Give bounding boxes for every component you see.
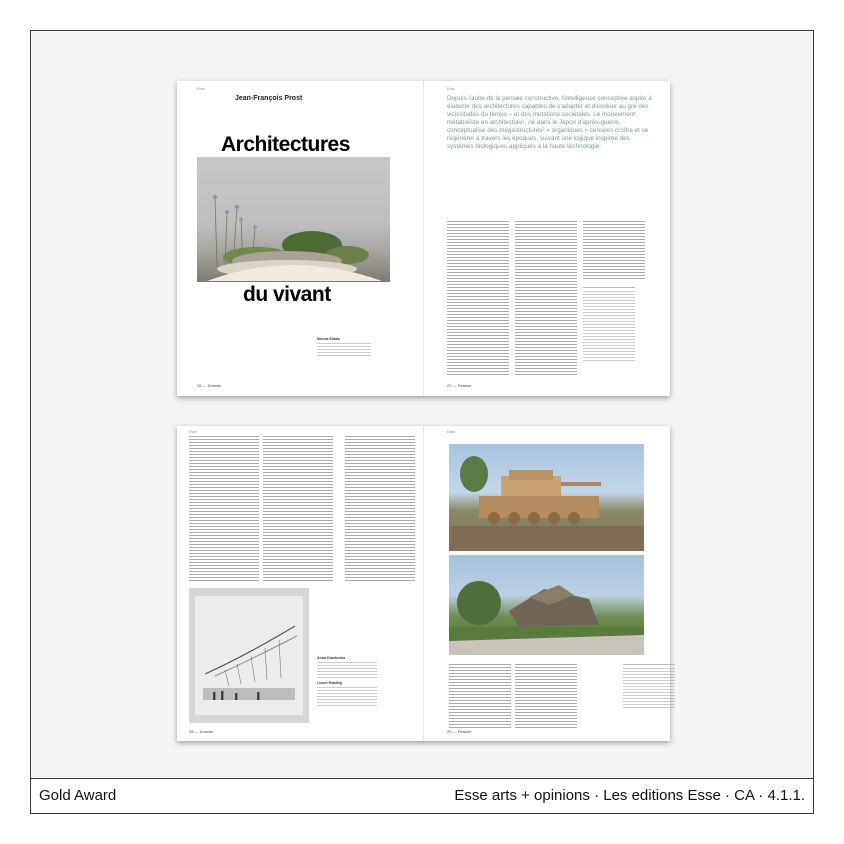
wrecked-tank-photo [449, 555, 644, 655]
magazine-spread-1 [177, 81, 670, 396]
running-head-left: Esse [189, 430, 197, 434]
footnotes [583, 287, 635, 361]
folio-right: 29 — Feature [447, 729, 472, 734]
running-head-left: Esse [197, 87, 205, 91]
body-column-1 [447, 221, 509, 376]
award-board [30, 30, 814, 814]
article-intro: Depuis l'aube de la pensée constructive, l'intelligence conceptive aspire à élaborer des architectures capables de s'adapter et d'évoluer au gré des vicissitudes du temps – et des mutations sociétales. Le mouvement métaboliste en architecture¹, né dans le Japon d'après-guerre, conceptualise des mégastructures² « organiques » censées croître et se régénérer à travers les époques, suivant une logique inspirée des systèmes biologiques appliqués à la haute technologie. [447, 95, 652, 150]
award-caption-bar [31, 778, 813, 813]
article-title-line-1: Architectures [221, 133, 350, 156]
folio-left: 28 — Dossier [189, 729, 214, 734]
caption-name-2: Lionel Estelleg [317, 681, 343, 685]
body-column-2 [515, 221, 577, 376]
succulent-plants-photo [197, 157, 390, 282]
body-column-3 [345, 436, 415, 582]
running-head-right: Esse [447, 430, 455, 434]
article-author: Jean-François Prost [235, 95, 303, 102]
wooden-tank-photo [449, 444, 644, 551]
wreck-sculpture-illustration [449, 555, 644, 655]
caption-name: Anna Dowbenko [317, 656, 346, 660]
award-credit: Esse arts + opinions · Les editions Esse · CA · 4.1.1. [454, 787, 805, 804]
etching-illustration [189, 588, 309, 723]
body-column-2 [263, 436, 333, 582]
image-caption [317, 337, 371, 359]
image-caption [317, 656, 377, 712]
body-column-1 [189, 436, 259, 582]
body-column-3 [583, 221, 645, 281]
folio-left: 26 — Dossier [197, 383, 222, 388]
tank-sculpture-illustration [449, 444, 644, 551]
magazine-spread-2 [177, 426, 670, 741]
running-head-right: Esse [447, 87, 455, 91]
award-label: Gold Award [39, 787, 117, 804]
caption-name: Mircea Eliade [317, 337, 340, 341]
caption-text [317, 343, 371, 357]
spread-fold [423, 81, 424, 396]
body-column-5 [515, 664, 577, 728]
article-title-line-2: du vivant [243, 283, 331, 306]
plants-illustration [197, 157, 390, 282]
footnotes [623, 664, 675, 708]
shipbuilding-etching [195, 596, 303, 715]
folio-right: 27 — Feature [447, 383, 472, 388]
body-column-4 [449, 664, 511, 728]
spread-fold [423, 426, 424, 741]
